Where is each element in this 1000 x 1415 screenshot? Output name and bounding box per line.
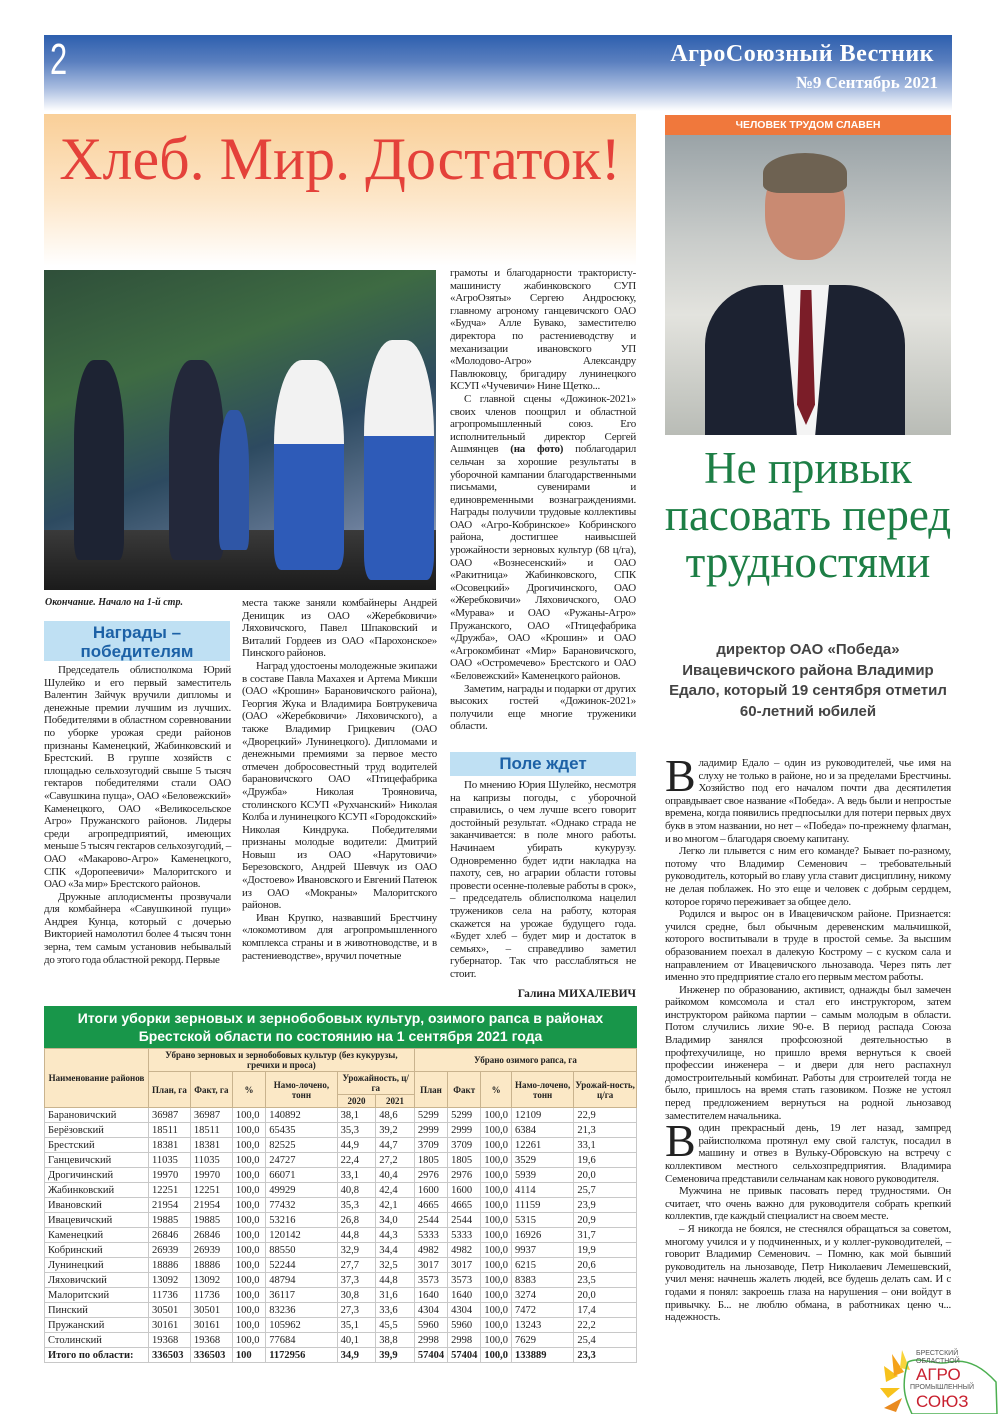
table-cell: 100,0: [481, 1288, 512, 1303]
table-cell: 27,7: [337, 1258, 376, 1273]
table-row: [45, 1228, 637, 1243]
district-name-cell: Ивацевичский: [45, 1213, 149, 1228]
district-name-cell: Брестский: [45, 1138, 149, 1153]
col-header-plan-ha: План, га: [149, 1072, 191, 1108]
table-cell: 23,5: [574, 1273, 637, 1288]
table-cell: 100,0: [232, 1303, 265, 1318]
paragraph: Легко ли плывется с ним его команде? Бывает по-разному, потому что Владимир Семенович – требовательный руководитель, который во главу угла ставит дисциплину, никому не делая поблажек. Но это еще и человек с добрым сердцем, которое горячо переживает за общее дело.: [665, 845, 951, 908]
table-cell: 19885: [190, 1213, 232, 1228]
photo-ref: (на фото): [510, 443, 564, 456]
table-cell: 5960: [414, 1318, 447, 1333]
table-cell: 100,0: [232, 1108, 265, 1123]
table-cell: 120142: [266, 1228, 337, 1243]
paper-name: АгроСоюзный Вестник: [670, 41, 934, 67]
table-cell: 3573: [414, 1273, 447, 1288]
table-cell: 140892: [266, 1108, 337, 1123]
paragraph: – Я никогда не боялся, не стеснялся обращаться за советом, многому учился и у подчиненных, и у коллег-руководителей, – говорит Владимир Семенович. – Помню, как мой бывший руководитель на льнозаводе, Петр Николаевич Лемешевский, учил меня: начнешь жалеть людей, все будешь делать сам. И с годами я понял: закроешь глаза на нарушения – они войдут в привычку. Б... не люблю обмана, в работниках ценю ч... надежность.: [665, 1222, 951, 1324]
headline-box: [44, 114, 636, 266]
district-name-cell: Барановичский: [45, 1108, 149, 1123]
table-cell: 18381: [149, 1138, 191, 1153]
table-row: [45, 1123, 637, 1138]
table-cell: 100,0: [232, 1123, 265, 1138]
table-cell: 21954: [190, 1198, 232, 1213]
table-cell: 77432: [266, 1198, 337, 1213]
table-cell: 4304: [414, 1303, 447, 1318]
logo-text: ПРОМЫШЛЕННЫЙ: [910, 1384, 975, 1391]
table-cell: 20,9: [574, 1213, 637, 1228]
table-cell: 22,4: [337, 1153, 376, 1168]
table-cell: 38,8: [376, 1333, 415, 1348]
table-cell: 26846: [190, 1228, 232, 1243]
table-cell: 33,6: [376, 1303, 415, 1318]
table-cell: 35,3: [337, 1123, 376, 1138]
table-cell: 12261: [511, 1138, 573, 1153]
table-cell: 3529: [511, 1153, 573, 1168]
col-header-grain-group: Убрано зерновых и зернобобовых культур (без кукурузы, гречихи и проса): [149, 1049, 415, 1072]
table-cell: 7629: [511, 1333, 573, 1348]
table-row: [45, 1183, 637, 1198]
table-cell: 53216: [266, 1213, 337, 1228]
col-header-2020: 2020: [337, 1095, 376, 1108]
table-cell: 57404: [414, 1348, 447, 1363]
table-row: [45, 1138, 637, 1153]
table-cell: 100,0: [481, 1213, 512, 1228]
table-cell: 1600: [414, 1183, 447, 1198]
table-cell: 35,1: [337, 1318, 376, 1333]
paragraph: Дружные аплодисменты прозвучали для комбайнера «Савушкиной пущи» Андрея Кунца, который с дочерью Викторией намолотил более 4 тысяч тонн зерна, тем самым установив небывалый до этого года областной рекорд. Первые: [44, 890, 231, 966]
table-cell: 100,0: [481, 1183, 512, 1198]
table-cell: 11736: [190, 1288, 232, 1303]
paragraph: грамоты и благодарности трактористу-машинисту жабинковского СУП «АгроОзяты» Сергею Андросюку, главному агроному ганцевичского ОАО «Будча» Алле Бувако, заместителю директора по растениеводству и механизации ивановского УП «Молодово-Агро» Александру Павлюковцу, бригадиру лунинецкого КСУП «Чучевичи» Нине Щетко...: [450, 267, 636, 393]
logo-text: АГРО: [916, 1365, 961, 1384]
district-name-cell: Пинский: [45, 1303, 149, 1318]
table-cell: 100,0: [481, 1138, 512, 1153]
table-cell: 19368: [190, 1333, 232, 1348]
table-cell: 4982: [414, 1243, 447, 1258]
table-cell: 336503: [149, 1348, 191, 1363]
table-cell: 27,2: [376, 1153, 415, 1168]
logo-text: СОЮЗ: [916, 1392, 969, 1411]
table-cell: 16926: [511, 1228, 573, 1243]
table-cell: 83236: [266, 1303, 337, 1318]
table-cell: 40,1: [337, 1333, 376, 1348]
table-cell: 30161: [190, 1318, 232, 1333]
table-cell: 100,0: [481, 1333, 512, 1348]
table-cell: 1172956: [266, 1348, 337, 1363]
page-number: 2: [50, 35, 68, 84]
table-cell: 100,0: [481, 1348, 512, 1363]
table-cell: 3274: [511, 1288, 573, 1303]
table-cell: 336503: [190, 1348, 232, 1363]
district-name-cell: Ляховичский: [45, 1273, 149, 1288]
table-title: Итоги уборки зерновых и зернобобовых культур, озимого рапса в районах Брестской области по состоянию на 1 сентября 2021 года: [44, 1006, 637, 1048]
district-name-cell: Ганцевичский: [45, 1153, 149, 1168]
table-cell: 2976: [414, 1168, 447, 1183]
table-cell: 1805: [448, 1153, 481, 1168]
table-cell: 2544: [414, 1213, 447, 1228]
district-name-cell: Пружанский: [45, 1318, 149, 1333]
col-header-plan: План: [414, 1072, 447, 1108]
table-cell: 5960: [448, 1318, 481, 1333]
table-cell: 66071: [266, 1168, 337, 1183]
table-total-row: [45, 1348, 637, 1363]
sunflower-petals: [880, 1350, 910, 1412]
rubric-label: ЧЕЛОВЕК ТРУДОМ СЛАВЕН: [665, 115, 951, 135]
table-cell: 44,8: [337, 1228, 376, 1243]
table-cell: 2999: [448, 1123, 481, 1138]
col-header-percent: %: [232, 1072, 265, 1108]
table-cell: 36117: [266, 1288, 337, 1303]
table-cell: 36987: [190, 1108, 232, 1123]
person-figure: [169, 360, 224, 560]
paragraph: Родился и вырос он в Ивацевичском районе. Признается: учился средне, был обычным деревенским мальчишкой, которого воспитывали в труде в простой семье. За высшим образованием поехал в далекую Кострому – с куском сала и направлением от Ивацевичского льнозавода. Через пять лет именно это предприятие стало его первым местом работы.: [665, 908, 951, 984]
table-cell: 5939: [511, 1168, 573, 1183]
col-header-threshed: Намо-лочено, тонн: [266, 1072, 337, 1108]
table-cell: 18511: [149, 1123, 191, 1138]
table-row: [45, 1333, 637, 1348]
text-column-4: [450, 779, 636, 981]
district-name-cell: Жабинковский: [45, 1183, 149, 1198]
table-cell: 3573: [448, 1273, 481, 1288]
table-cell: 77684: [266, 1333, 337, 1348]
table-cell: 39,2: [376, 1123, 415, 1138]
table-cell: 2976: [448, 1168, 481, 1183]
table-cell: 100,0: [481, 1108, 512, 1123]
table-cell: 5333: [448, 1228, 481, 1243]
table-cell: 26939: [149, 1243, 191, 1258]
masthead: [44, 35, 952, 111]
paragraph: Наград удостоены молодежные экипажи в составе Павла Махахея и Артема Микши (ОАО «Крошин» Барановичского района), Георгия Жука и Владимира Бовтрукевича (ОАО «Жеребковичи» Ляховичского), а также Владимир Грицкевич (ОАО «Дворецкий» Лунинецкого). Дипломами и денежными премиями за первое место отмечен добросовестный труд водителей барановичского ОАО «Птицефабрика «Дружба» Николая Трояновича, столинского КСУП «Рухчанский» Николая Колба и лунинецкого КСУП «Городокский» Николая Киндрука. Победителями признаны молодые водители: Дмитрий Новыш из ОАО «Нарутовичи» Березовского, Андрей Шевчук из ОАО «Достоево» Ивановского и Евгений Патеюк из ОАО «Мокраны» Малоритского районов.: [242, 659, 437, 912]
table-cell: 25,7: [574, 1183, 637, 1198]
district-name-cell: Ивановский: [45, 1198, 149, 1213]
table-cell: 44,8: [376, 1273, 415, 1288]
table-cell: 26,8: [337, 1213, 376, 1228]
table-cell: 65435: [266, 1123, 337, 1138]
text-column-3: [450, 267, 636, 733]
person-figure: [74, 360, 124, 560]
table-cell: 13092: [149, 1273, 191, 1288]
table-cell: 3017: [448, 1258, 481, 1273]
director-portrait-photo: [665, 135, 951, 435]
table-cell: 3017: [414, 1258, 447, 1273]
author-byline: Галина МИХАЛЕВИЧ: [517, 988, 636, 1000]
photo-caption: Окончание. Начало на 1-й стр.: [45, 597, 183, 608]
table-cell: 100,0: [481, 1243, 512, 1258]
table-cell: 2998: [448, 1333, 481, 1348]
table-cell: 42,4: [376, 1183, 415, 1198]
lead-text: директор ОАО «Победа» Ивацевичского района Владимир Едало, который 19 сентября отметил 60-летний юбилей: [669, 641, 947, 720]
dropcap: В: [665, 1115, 696, 1167]
table-cell: 1640: [448, 1288, 481, 1303]
table-cell: 30501: [149, 1303, 191, 1318]
table-cell: 100,0: [232, 1213, 265, 1228]
table-row: [45, 1258, 637, 1273]
text-column-2: [242, 597, 437, 962]
district-name-cell: Итого по области:: [45, 1348, 149, 1363]
table-cell: 9937: [511, 1243, 573, 1258]
table-cell: 33,1: [337, 1168, 376, 1183]
table-cell: 13243: [511, 1318, 573, 1333]
table-cell: 26939: [190, 1243, 232, 1258]
district-name-cell: Лунинецкий: [45, 1258, 149, 1273]
table-cell: 1640: [414, 1288, 447, 1303]
table-cell: 52244: [266, 1258, 337, 1273]
table-cell: 37,3: [337, 1273, 376, 1288]
table-cell: 20,0: [574, 1168, 637, 1183]
table-cell: 100,0: [481, 1228, 512, 1243]
table-cell: 30501: [190, 1303, 232, 1318]
table-row: [45, 1318, 637, 1333]
table-cell: 26846: [149, 1228, 191, 1243]
table-cell: 5299: [414, 1108, 447, 1123]
district-name-cell: Кобринский: [45, 1243, 149, 1258]
table-cell: 100,0: [232, 1183, 265, 1198]
table-cell: 88550: [266, 1243, 337, 1258]
dropcap: В: [665, 750, 696, 801]
table-cell: 19885: [149, 1213, 191, 1228]
col-header-rapeseed-group: Убрано озимого рапса, га: [414, 1049, 636, 1072]
table-cell: 4304: [448, 1303, 481, 1318]
logo-text: БРЕСТСКИЙ: [916, 1350, 959, 1357]
table-cell: 18381: [190, 1138, 232, 1153]
table-cell: 2544: [448, 1213, 481, 1228]
table-cell: 30,8: [337, 1288, 376, 1303]
headline: Хлеб. Мир. Достаток!: [59, 126, 621, 192]
table-cell: 24727: [266, 1153, 337, 1168]
table-cell: 22,2: [574, 1318, 637, 1333]
right-headline: Не привык пасовать перед трудностями: [664, 443, 952, 587]
paragraph: Заметим, награды и подарки от других высоких гостей «Дожинок-2021» получили еще многие труженики области.: [450, 682, 636, 733]
table-cell: 20,0: [574, 1288, 637, 1303]
agro-union-logo: [880, 1348, 998, 1414]
table-cell: 100,0: [481, 1153, 512, 1168]
table-cell: 100,0: [232, 1318, 265, 1333]
table-cell: 12251: [190, 1183, 232, 1198]
table-cell: 44,7: [376, 1138, 415, 1153]
paragraph: [665, 750, 951, 845]
table-cell: 133889: [511, 1348, 573, 1363]
person-figure: [219, 410, 249, 550]
table-cell: 21,3: [574, 1123, 637, 1138]
col-header-2021: 2021: [376, 1095, 415, 1108]
paragraph: Иван Крупко, назвавший Брестчину «локомотивом для агропромышленного комплекса страны и в животноводстве, и в растениеводстве», вручил почетные: [242, 911, 437, 962]
table-cell: 100,0: [481, 1273, 512, 1288]
table-cell: 23,9: [574, 1198, 637, 1213]
table-cell: 3709: [414, 1138, 447, 1153]
table-cell: 19970: [190, 1168, 232, 1183]
table-cell: 34,0: [376, 1213, 415, 1228]
table-cell: 40,4: [376, 1168, 415, 1183]
col-header-district: Наименование районов: [45, 1049, 149, 1108]
table-row: [45, 1303, 637, 1318]
table-cell: 39,9: [376, 1348, 415, 1363]
table-cell: 18886: [190, 1258, 232, 1273]
table-cell: 1600: [448, 1183, 481, 1198]
table-cell: 23,3: [574, 1348, 637, 1363]
table-cell: 100: [232, 1348, 265, 1363]
table-cell: 100,0: [481, 1303, 512, 1318]
table-row: [45, 1213, 637, 1228]
table-cell: 4665: [414, 1198, 447, 1213]
table-cell: 11035: [190, 1153, 232, 1168]
table-cell: 100,0: [232, 1168, 265, 1183]
table-cell: 33,1: [574, 1138, 637, 1153]
table-cell: 4114: [511, 1183, 573, 1198]
table-cell: 11736: [149, 1288, 191, 1303]
table-cell: 4665: [448, 1198, 481, 1213]
district-name-cell: Столинский: [45, 1333, 149, 1348]
table-cell: 30161: [149, 1318, 191, 1333]
text-column-1: [44, 664, 231, 966]
table-cell: 100,0: [232, 1288, 265, 1303]
table-cell: 44,3: [376, 1228, 415, 1243]
table-cell: 35,3: [337, 1198, 376, 1213]
text-column-right: [665, 750, 951, 1324]
table-cell: 6215: [511, 1258, 573, 1273]
table-cell: 100,0: [481, 1198, 512, 1213]
district-name-cell: Малоритский: [45, 1288, 149, 1303]
table-cell: 100,0: [232, 1273, 265, 1288]
paragraph: Инженер по образованию, активист, однажды был замечен райкомом комсомола и стал его инструктором, затем инструктором райкома партии – самым молодым в области. Потом случились лихие 90-е. В период распада Союза Владимир занялся профсоюзной деятельностью в профтехучилище, но пришло время вернуться к своей профессии инженера – и двери для него распахнул домостроительный комбинат. Работы для строителей тогда не было, пришлось на время стать газовиком. Позже не устоял перед предложением вернуться на родной льнозавод заместителем начальника.: [665, 983, 951, 1122]
table-cell: 5299: [448, 1108, 481, 1123]
table-cell: 18886: [149, 1258, 191, 1273]
table-cell: 100,0: [232, 1258, 265, 1273]
table-cell: 19,9: [574, 1243, 637, 1258]
hair: [763, 153, 847, 193]
table-cell: 100,0: [232, 1198, 265, 1213]
table-row: [45, 1198, 637, 1213]
table-cell: 105962: [266, 1318, 337, 1333]
district-name-cell: Дрогичинский: [45, 1168, 149, 1183]
table-cell: 31,7: [574, 1228, 637, 1243]
table-row: [45, 1168, 637, 1183]
table-cell: 48794: [266, 1273, 337, 1288]
table-cell: 6384: [511, 1123, 573, 1138]
table-row: [45, 1273, 637, 1288]
table-cell: 11035: [149, 1153, 191, 1168]
person-figure: [274, 360, 344, 570]
table-cell: 19368: [149, 1333, 191, 1348]
table-cell: 27,3: [337, 1303, 376, 1318]
paragraph: Председатель облисполкома Юрий Шулейко и его первый заместитель Валентин Зайчук вручили дипломы и денежные премии лучшим из лучших. Победителями в областном соревновании по уборке урожая среди районов признаны Каменецкий, Жабинковский и Брестский. В группе хозяйств с площадью сельхозугодий свыше 5 тысяч гектаров победителями стали ОАО «Савушкина пуща», ОАО «Беловежский» Каменецкого, ОАО «Великосельское Агро» Пружанского районов. Лидеры среди агропредприятий, имеющих меньше 5 тысяч гектаров сельхозугодий, – ОАО «Макарово-Агро» Каменецкого, СПК «Доропеевичи» Малоритского и ОАО «За мир» Брестского районов.: [44, 664, 231, 891]
table-cell: 34,4: [376, 1243, 415, 1258]
table-cell: 3709: [448, 1138, 481, 1153]
table-cell: 19970: [149, 1168, 191, 1183]
table-cell: 48,6: [376, 1108, 415, 1123]
table-cell: 4982: [448, 1243, 481, 1258]
table-cell: 49929: [266, 1183, 337, 1198]
table-cell: 1805: [414, 1153, 447, 1168]
table-cell: 100,0: [232, 1228, 265, 1243]
table-cell: 12251: [149, 1183, 191, 1198]
paragraph: Мужчина не привык пасовать перед трудностями. Он считает, что очень важно для руководителя собрать крепкий коллектив, где каждый специалист на своем месте.: [665, 1185, 951, 1223]
table-cell: 12109: [511, 1108, 573, 1123]
district-name-cell: Берёзовский: [45, 1123, 149, 1138]
col-header-yield: Урожайность, ц/га: [337, 1072, 414, 1095]
table-cell: 31,6: [376, 1288, 415, 1303]
district-name-cell: Каменецкий: [45, 1228, 149, 1243]
col-header-fact-ha: Факт, га: [190, 1072, 232, 1108]
table-cell: 17,4: [574, 1303, 637, 1318]
table-cell: 36987: [149, 1108, 191, 1123]
table-cell: 21954: [149, 1198, 191, 1213]
paragraph: места также заняли комбайнеры Андрей Денищик из ОАО «Жеребковичи» Ляховичского, Павел Шпаковский и Виталий Гордеев из ОАО «Парохонское» Пинского районов.: [242, 597, 437, 660]
text: ладимир Едало – один из руководителей, чье имя на слуху не только в районе, но и за пределами Брестчины. Хозяйство под его началом почти два десятилетия оправдывает свое название «Победа». А ведь были и непростые времена, когда появились предпосылки для потери первых двух букв в этом названии, но нет – «Победа» по-прежнему флагман, и во многом – благодаря своему капитану.: [665, 757, 951, 845]
table-cell: 100,0: [232, 1243, 265, 1258]
table-cell: 2998: [414, 1333, 447, 1348]
logo-text: ОБЛАСТНОЙ: [916, 1358, 960, 1365]
paragraph: [665, 1115, 951, 1185]
table-cell: 100,0: [481, 1318, 512, 1333]
col-header-percent2: %: [481, 1072, 512, 1108]
harvest-table: [44, 1048, 637, 1363]
table-cell: 38,1: [337, 1108, 376, 1123]
table-row: [45, 1108, 637, 1123]
col-header-threshed2: Намо-лочено, тонн: [511, 1072, 573, 1108]
table-cell: 13092: [190, 1273, 232, 1288]
table-cell: 42,1: [376, 1198, 415, 1213]
table-cell: 8383: [511, 1273, 573, 1288]
table-cell: 5333: [414, 1228, 447, 1243]
table-cell: 32,5: [376, 1258, 415, 1273]
table-cell: 100,0: [481, 1123, 512, 1138]
table-cell: 57404: [448, 1348, 481, 1363]
text: один прекрасный день, 19 лет назад, зампред райисполкома протянул ему свой галстук, посадил в машину и отвез в Вульку-Обровскую на встречу с коллективом местного сельхозпредприятия. Владимира Семеновича представили сельчанам как нового руководителя.: [665, 1122, 951, 1185]
table-cell: 100,0: [232, 1333, 265, 1348]
table-row: [45, 1288, 637, 1303]
issue-date: №9 Сентябрь 2021: [795, 73, 938, 92]
text: С главной сцены «Дожинок-2021» своих членов поощрил и областной агропромышленный союз. Его исполнительный директор Сергей Ашмянцев: [450, 392, 636, 456]
award-ceremony-photo: [44, 270, 436, 590]
person-figure: [364, 340, 434, 580]
table-cell: 11159: [511, 1198, 573, 1213]
table-cell: 100,0: [481, 1168, 512, 1183]
table-row: [45, 1153, 637, 1168]
col-header-yield2: Урожай-ность, ц/га: [574, 1072, 637, 1108]
table-cell: 32,9: [337, 1243, 376, 1258]
table-cell: 100,0: [232, 1138, 265, 1153]
col-header-fact: Факт: [448, 1072, 481, 1108]
table-cell: 18511: [190, 1123, 232, 1138]
table-cell: 19,6: [574, 1153, 637, 1168]
table-cell: 100,0: [481, 1258, 512, 1273]
table-cell: 22,9: [574, 1108, 637, 1123]
table-cell: 45,5: [376, 1318, 415, 1333]
table-cell: 100,0: [232, 1153, 265, 1168]
table-cell: 20,6: [574, 1258, 637, 1273]
table-cell: 82525: [266, 1138, 337, 1153]
text: поблагодарил сельчан за хорошие результаты в уборочной кампании благодарственными письмами, сувенирами и единовременными вознаграждениями. Награды получили трудовые коллективы ОАО «Агро-Кобринское» Кобринского района, достигшее наивысшей урожайности зерновых культур (68 ц/га), ОАО «Вознесенский» и ОАО «Ракитница» Жабинковского, СПК «Осовецкий» Дрогичинского, ОАО «Жеребковичи» Ляховичского, ОАО «Мурава» и ОАО «Ружаны-Агро» Пружанского, ОАО «Птицефабрика «Дружба», ОАО «Крошин» и ОАО «Агрокомбинат «Мир» Барановичского, ОАО «Остромечево» Брестского и ОАО «Беловежский» Каменецкого районов.: [450, 443, 636, 682]
paragraph: [450, 393, 636, 683]
table-cell: 7472: [511, 1303, 573, 1318]
table-cell: 44,9: [337, 1138, 376, 1153]
table-cell: 2999: [414, 1123, 447, 1138]
paragraph: По мнению Юрия Шулейко, несмотря на капризы погоды, с уборочной справились, о чем лучше всего говорит достойный результат. «Однако страда не заканчивается: в поле много работы. Начинаем убирать кукурузу. Одновременно будет идти накладка на пахоту, сев, но аграрии области готовы провести осенне-полевые работы в срок», – председатель облисполкома нацелил тружеников села на работу, которая скажется на урожае будущего года. «Будет хлеб – будет мир и достаток в семьях», – справедливо заметил губернатор. Так что расслабляться не стоит.: [450, 779, 636, 980]
table-cell: 34,9: [337, 1348, 376, 1363]
table-cell: 40,8: [337, 1183, 376, 1198]
table-cell: 5315: [511, 1213, 573, 1228]
subhead-field-waits: Поле ждет: [450, 752, 636, 776]
table-cell: 25,4: [574, 1333, 637, 1348]
subhead-awards: Награды – победителям: [44, 621, 230, 661]
table-row: [45, 1243, 637, 1258]
